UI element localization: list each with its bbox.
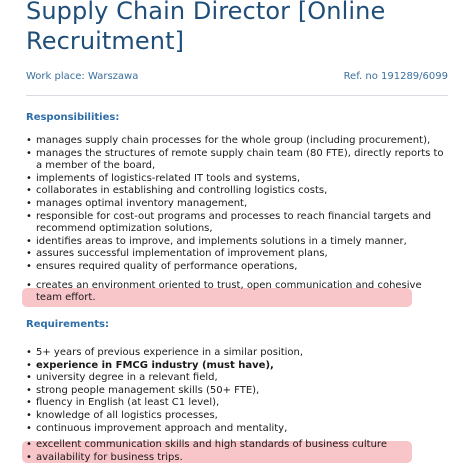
- list-item: [26, 236, 446, 249]
- bullet-icon: •: [26, 439, 32, 451]
- bullet-icon: •: [26, 235, 32, 247]
- list-item: [26, 135, 446, 148]
- list-item-text: university degree in a relevant field,: [36, 372, 218, 384]
- bullet-icon: •: [26, 397, 32, 409]
- bullet-icon: •: [26, 147, 32, 159]
- bullet-icon: •: [26, 451, 32, 463]
- list-item: [26, 360, 446, 373]
- bullet-icon: •: [26, 422, 32, 434]
- list-item-text: manages optimal inventory management,: [36, 197, 248, 209]
- bullet-icon: •: [26, 359, 32, 371]
- list-item-text: collaborates in establishing and controlling logistics costs,: [36, 185, 328, 197]
- list-item: [26, 148, 446, 173]
- list-item: [26, 248, 446, 261]
- bullet-icon: •: [26, 372, 32, 384]
- list-item-text: responsible for cost-out programs and processes to reach financial targets and recommend optimization solutions,: [36, 210, 432, 235]
- list-item-highlighted: [26, 280, 446, 305]
- list-item: [26, 347, 446, 360]
- list-item-text: ensures required quality of performance operations,: [36, 260, 298, 272]
- list-item: [26, 423, 446, 436]
- list-item-text: manages supply chain processes for the whole group (including procurement),: [36, 135, 431, 146]
- bullet-icon: •: [26, 248, 32, 260]
- list-item-text: 5+ years of previous experience in a similar position,: [36, 347, 304, 358]
- list-item: [26, 198, 446, 211]
- bullet-icon: •: [26, 279, 32, 291]
- job-meta: [26, 70, 448, 84]
- bullet-icon: •: [26, 172, 32, 184]
- list-item-text: experience in FMCG industry (must have),: [36, 359, 274, 371]
- divider: [26, 95, 448, 96]
- bullet-icon: •: [26, 384, 32, 396]
- work-place: Work place: Warszawa: [26, 71, 139, 82]
- bullet-icon: •: [26, 197, 32, 209]
- responsibilities-heading: Responsibilities:: [26, 112, 120, 123]
- list-item: [26, 261, 446, 274]
- list-item-text: assures successful implementation of improvement plans,: [36, 248, 328, 260]
- list-item: [26, 185, 446, 198]
- list-item-text: continuous improvement approach and mentality,: [36, 422, 288, 434]
- requirements-heading: Requirements:: [26, 319, 109, 330]
- list-item-text: creates an environment oriented to trust, open communication and cohesive team effort.: [36, 279, 422, 304]
- list-item-text: knowledge of all logistics processes,: [36, 409, 218, 421]
- list-item: [26, 452, 446, 465]
- list-item: [26, 410, 446, 423]
- list-item-text: implements of logistics-related IT tools and systems,: [36, 172, 301, 184]
- reference-number: Ref. no 191289/6099: [343, 71, 448, 82]
- list-item-text: identifies areas to improve, and implements solutions in a timely manner,: [36, 235, 407, 247]
- list-item: [26, 397, 446, 410]
- list-item: [26, 211, 446, 236]
- responsibilities-list: [26, 135, 446, 305]
- list-item: [26, 385, 446, 398]
- bullet-icon: •: [26, 347, 32, 358]
- list-item-text: strong people management skills (50+ FTE),: [36, 384, 260, 396]
- requirements-list: [26, 347, 446, 464]
- bullet-icon: •: [26, 135, 32, 146]
- bullet-icon: •: [26, 409, 32, 421]
- job-title: Supply Chain Director [Online Recruitment]: [26, 0, 386, 55]
- bullet-icon: •: [26, 185, 32, 197]
- bullet-icon: •: [26, 260, 32, 272]
- list-item-text: availability for business trips.: [36, 451, 183, 463]
- bullet-icon: •: [26, 210, 32, 222]
- list-item: [26, 173, 446, 186]
- list-item-text: excellent communication skills and high standards of business culture: [36, 439, 387, 451]
- list-item-text: fluency in English (at least C1 level),: [36, 397, 220, 409]
- list-item: [26, 372, 446, 385]
- list-item-text: manages the structures of remote supply chain team (80 FTE), directly reports to a member of the board,: [36, 147, 444, 172]
- list-item-highlighted: [26, 439, 446, 452]
